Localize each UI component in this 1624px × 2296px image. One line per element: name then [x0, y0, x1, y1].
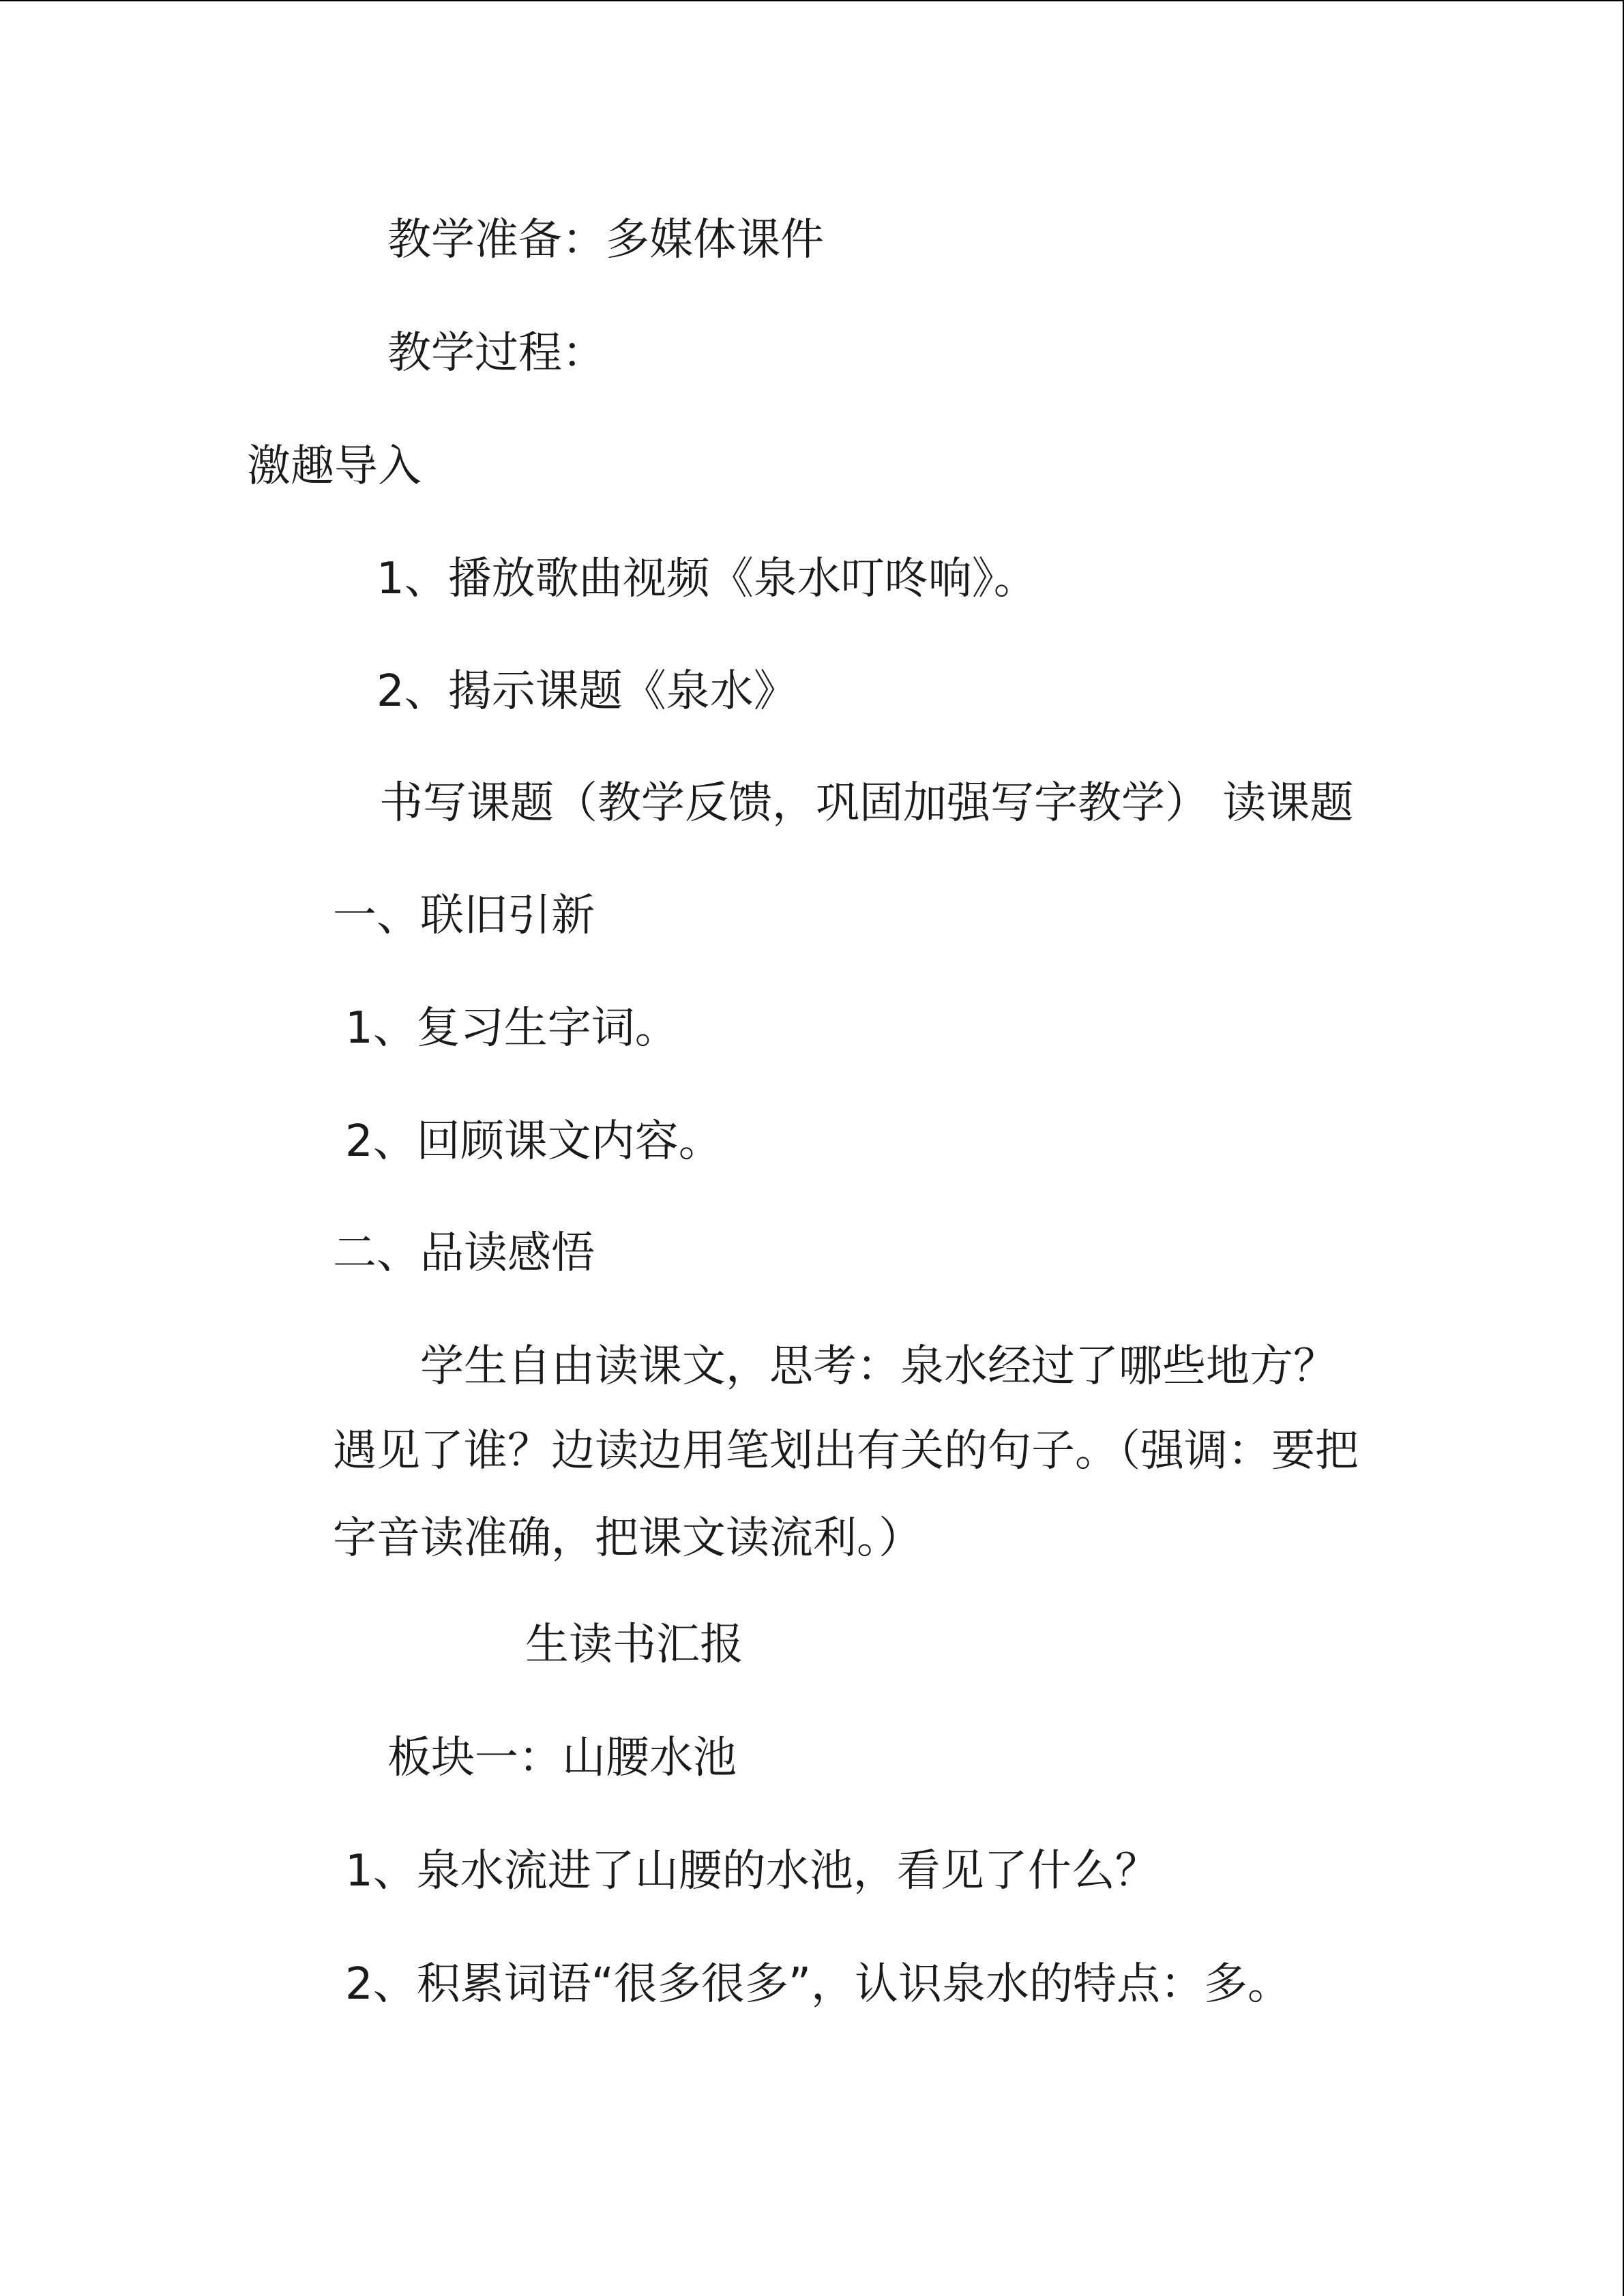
process-heading: 教学过程：: [387, 328, 606, 378]
paragraph-line-3: 字音读准确，把课文读流利。）: [333, 1513, 922, 1564]
intro-heading: 激趣导入: [247, 441, 422, 492]
section-1-heading: 一、联旧引新: [333, 891, 595, 941]
section-1-step-2: 2、回顾课文内容。: [345, 1116, 722, 1167]
block-1-heading: 板块一：山腰水池: [387, 1733, 737, 1783]
section-1-step-1: 1、复习生字词。: [345, 1003, 679, 1054]
title-writing-line: 书写课题（教学反馈，巩固加强写字教学） 读课题: [379, 778, 1354, 829]
report-heading: 生读书汇报: [525, 1620, 743, 1670]
block-1-step-2: 2、积累词语“很多很多”，认识泉水的特点：多。: [345, 1959, 1292, 2010]
paragraph-line-2: 遇见了谁？边读边用笔划出有关的句子。（强调：要把: [333, 1426, 1359, 1476]
intro-step-2: 2、揭示课题《泉水》: [377, 666, 797, 717]
prep-line: 教学准备：多媒体课件: [387, 215, 824, 265]
block-1-step-1: 1、泉水流进了山腰的水池，看见了什么？: [345, 1846, 1159, 1896]
paragraph-line-1: 学生自由读课文，思考：泉水经过了哪些地方？: [420, 1341, 1337, 1392]
section-2-heading: 二、品读感悟: [333, 1228, 595, 1279]
intro-step-1: 1、播放歌曲视频《泉水叮咚响》。: [377, 554, 1037, 604]
